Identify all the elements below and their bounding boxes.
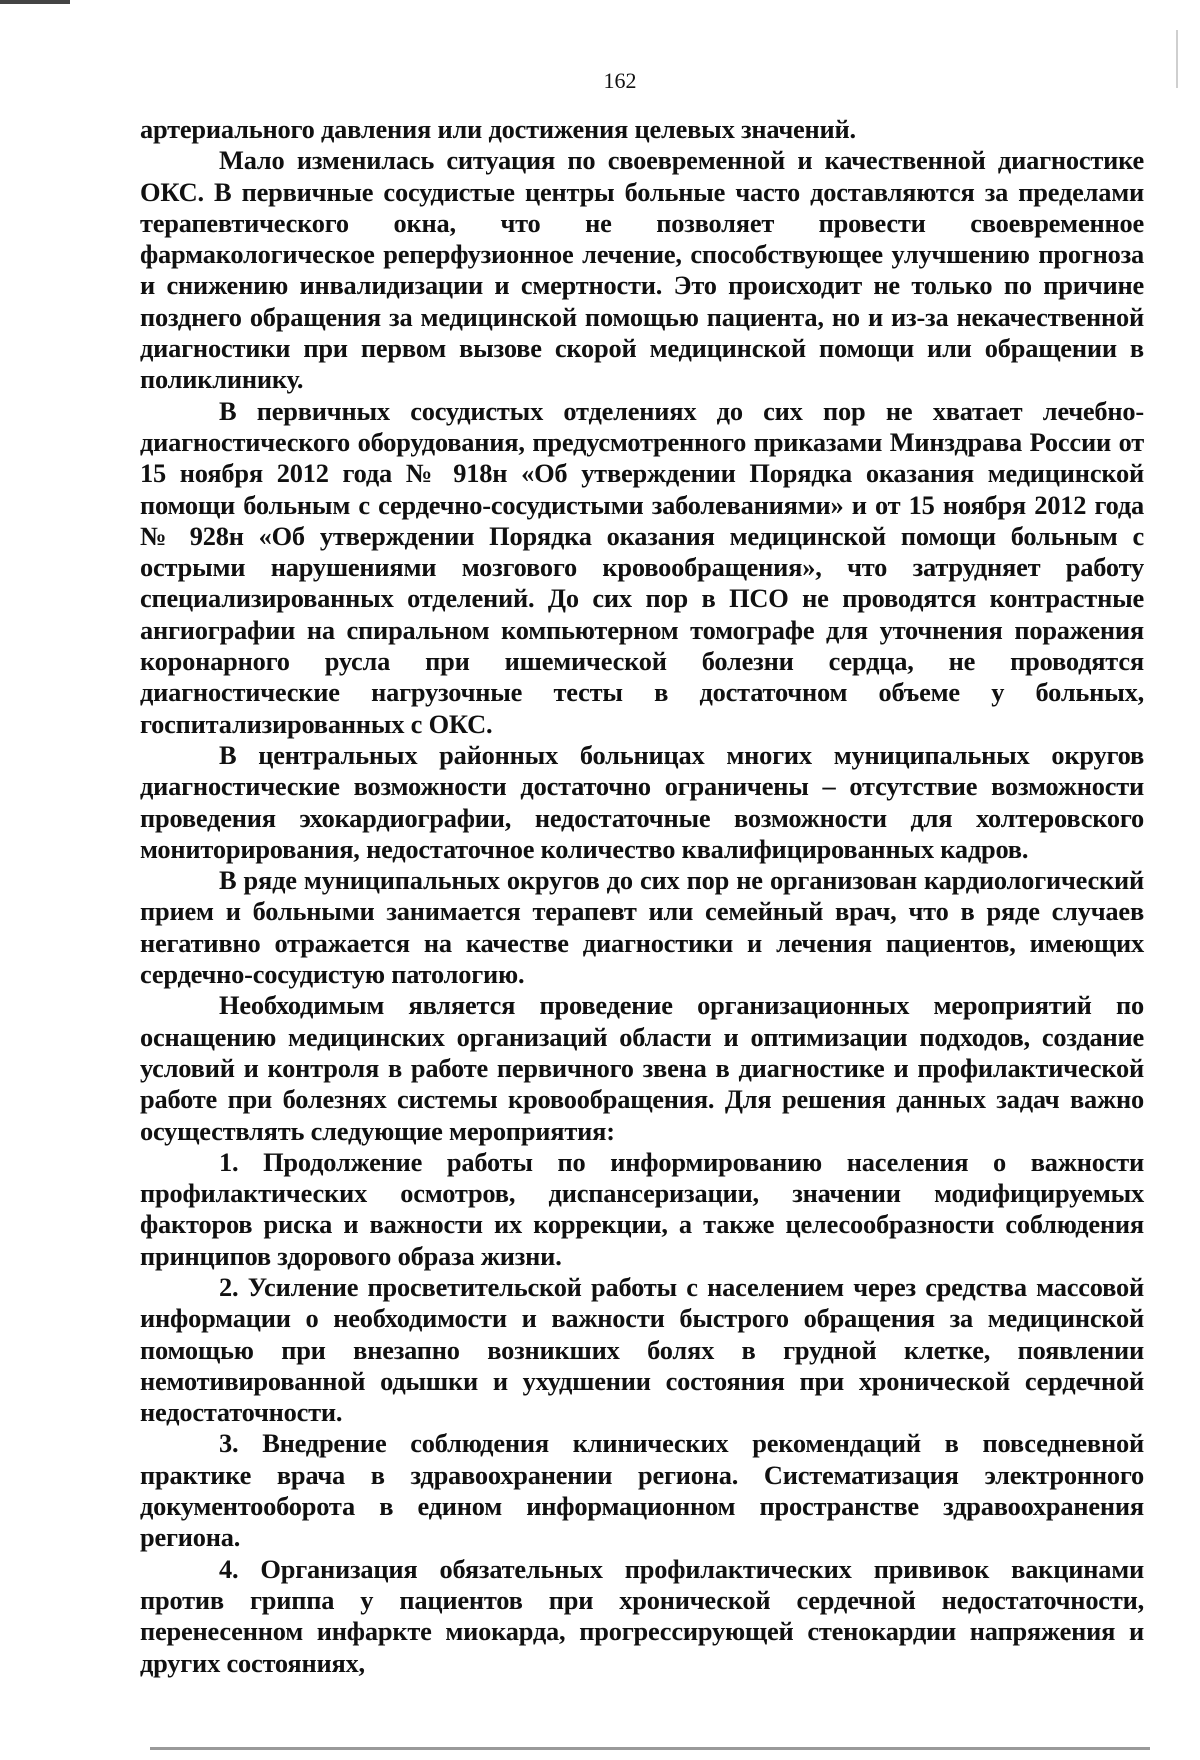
page-number: 162 (603, 68, 637, 93)
paragraph-district-hospitals: В центральных районных больницах многих муниципальных округов диагностические возможности достаточно ограничены – отсутствие возможности проведения эхокардиографии, недостаточные возможности для холтеровского мониторирования, недостаточное количество квалифицированных кадров. (140, 739, 1144, 864)
paragraph-oks-diagnostics: Мало изменилась ситуация по своевременной и качественной диагностике ОКС. В первичные сосудистые центры больные часто доставляются за пределами терапевтического окна, что не позволяет провести своевременное фармакологическое реперфузионное лечение, способствующее улучшению прогноза и снижению инвалидизации и смертности. Это происходит не только по причине позднего обращения за медицинской помощью пациента, но и из-за некачественной диагностики при первом вызове скорой медицинской помощи или обращении в поликлинику. (140, 145, 1144, 395)
list-item-2: 2. Усиление просветительской работы с населением через средства массовой информации о необходимости и важности быстрого обращения за медицинской помощью при внезапно возникших болях в грудной клетке, появлении немотивированной одышки и ухудшении состояния при хронической сердечной недостаточности. (140, 1271, 1144, 1428)
list-item-3: 3. Внедрение соблюдения клинических рекомендаций в повседневной практике врача в здравоохранении региона. Систематизация электронного документооборота в едином информационном пространстве здравоохранения региона. (140, 1428, 1144, 1553)
paragraph-continuation: артериального давления или достижения целевых значений. (140, 114, 856, 144)
paragraph-equipment-shortage: В первичных сосудистых отделениях до сих пор не хватает лечебно-диагностического оборудования, предусмотренного приказами Минздрава России от 15 ноября 2012 года № 918н «Об утверждении Порядка оказания медицинской помощи больным с сердечно-сосудистыми заболеваниями» и от 15 ноября 2012 года № 928н «Об утверждении Порядка оказания медицинской помощи больным с острыми нарушениями мозгового кровообращения», что затрудняет работу специализированных отделений. До сих пор в ПСО не проводятся контрастные ангиографии на спиральном компьютерном томографе для уточнения поражения коронарного русла при ишемической болезни сердца, не проводятся диагностические нагрузочные тесты в достаточном объеме у больных, госпитализированных с ОКС. (140, 395, 1144, 739)
paragraph-cardiology-reception: В ряде муниципальных округов до сих пор не организован кардиологический прием и больными занимается терапевт или семейный врач, что в ряде случаев негативно отражается на качестве диагностики и лечения пациентов, имеющих сердечно-сосудистую патологию. (140, 865, 1144, 990)
list-item-4: 4. Организация обязательных профилактических прививок вакцинами против гриппа у пациентов при хронической сердечной недостаточности, перенесенном инфаркте миокарда, прогрессирующей стенокардии напряжения и других состояниях, (140, 1553, 1144, 1678)
footer-rule (150, 1747, 1150, 1750)
document-body (140, 114, 1144, 1679)
paragraph-measures-intro: Необходимым является проведение организационных мероприятий по оснащению медицинских организаций области и оптимизации подходов, создание условий и контроля в работе первичного звена в диагностике и профилактической работе при болезнях системы кровообращения. Для решения данных задач важно осуществлять следующие мероприятия: (140, 990, 1144, 1146)
scan-artifact (0, 0, 70, 4)
list-item-1: 1. Продолжение работы по информированию населения о важности профилактических осмотров, диспансеризации, значении модифицируемых факторов риска и важности их коррекции, а также целесообразности соблюдения принципов здорового образа жизни. (140, 1146, 1144, 1271)
